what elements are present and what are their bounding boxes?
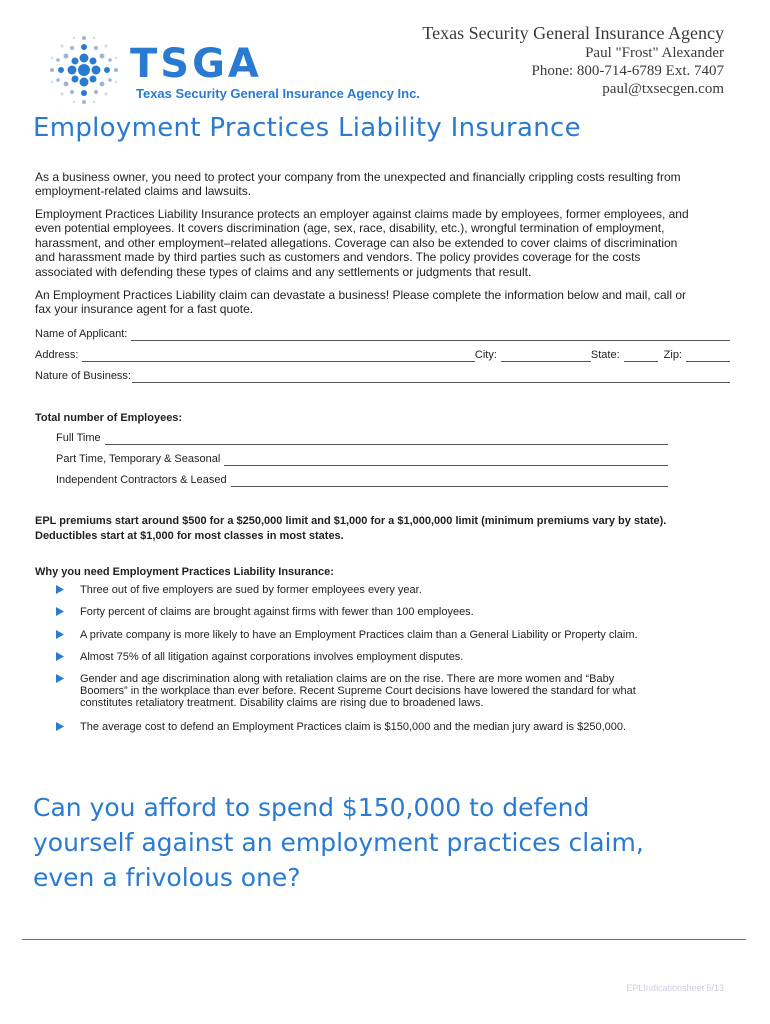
state-label: State:	[590, 349, 620, 361]
zip-label: Zip:	[663, 349, 682, 361]
logo-subtitle: Texas Security General Insurance Agency Inc.	[136, 86, 420, 101]
nature-of-business-field[interactable]	[35, 370, 730, 383]
deductibles-line: Deductibles start at $1,000 for most classes in most states.	[35, 530, 344, 542]
list-item	[56, 651, 656, 663]
applicant-name-field[interactable]	[35, 328, 730, 341]
list-item	[56, 721, 656, 733]
arrow-bullet-icon	[56, 584, 80, 596]
list-item	[56, 606, 656, 618]
list-item	[56, 629, 656, 641]
page-title: Employment Practices Liability Insurance	[33, 113, 581, 143]
list-item	[56, 584, 656, 596]
arrow-bullet-icon	[56, 721, 80, 733]
divider	[22, 939, 746, 940]
arrow-bullet-icon	[56, 606, 80, 618]
part-time-label: Part Time, Temporary & Seasonal	[56, 453, 221, 465]
arrow-bullet-icon	[56, 673, 80, 709]
agency-contact-block	[422, 22, 724, 98]
form-code: EPLIndicationsheet 5/13	[626, 983, 724, 993]
agent-email: paul@txsecgen.com	[602, 81, 724, 97]
state-line[interactable]	[624, 351, 658, 362]
nature-of-business-label: Nature of Business:	[35, 370, 131, 382]
bullet-text: Almost 75% of all litigation against corporations involves employment disputes.	[80, 651, 464, 663]
full-time-label: Full Time	[56, 432, 101, 444]
nature-of-business-line[interactable]	[132, 372, 730, 383]
logo-wordmark: TSGA	[130, 41, 262, 87]
full-time-field[interactable]	[56, 432, 668, 445]
address-label: Address:	[35, 349, 79, 361]
part-time-field[interactable]	[56, 453, 668, 466]
bullet-text: Three out of five employers are sued by former employees every year.	[80, 584, 422, 596]
address-line[interactable]	[82, 351, 474, 362]
agent-phone: Phone: 800-714-6789 Ext. 7407	[531, 63, 724, 79]
coverage-paragraph: Employment Practices Liability Insurance protects an employer against claims made by employees, former employees, and even potential employees. It covers discrimination (age, sex, race, disability, etc.), wrongful termination of employment, harassment, and other employment–related allegations. Coverage can also be extended to cover claims of discrimination and harassment made by third parties such as customers and vendors. The policy provides coverage for the costs associated with defending these types of claims and any settlements or judgments that result.	[35, 207, 689, 279]
applicant-name-line[interactable]	[131, 330, 730, 341]
premiums-note	[35, 514, 735, 544]
dot-globe-logo-icon	[44, 30, 124, 110]
employees-heading: Total number of Employees:	[35, 412, 183, 424]
agency-name: Texas Security General Insurance Agency	[422, 23, 724, 43]
zip-line[interactable]	[686, 351, 730, 362]
bullet-text: The average cost to defend an Employment Practices claim is $150,000 and the median jury award is $250,000.	[80, 721, 627, 733]
company-logo	[44, 30, 444, 110]
contractors-line[interactable]	[231, 476, 668, 487]
closing-question: Can you afford to spend $150,000 to defend yourself against an employment practices claim, even a frivolous one?	[33, 793, 644, 892]
part-time-line[interactable]	[224, 455, 668, 466]
arrow-bullet-icon	[56, 651, 80, 663]
contractors-label: Independent Contractors & Leased	[56, 474, 227, 486]
arrow-bullet-icon	[56, 629, 80, 641]
agent-name: Paul "Frost" Alexander	[585, 45, 724, 61]
bullet-text: A private company is more likely to have an Employment Practices claim than a General Liability or Property claim.	[80, 629, 638, 641]
address-row	[35, 349, 730, 362]
quote-request-paragraph: An Employment Practices Liability claim can devastate a business! Please complete the information below and mail, call or fax your insurance agent for a fast quote.	[35, 288, 686, 317]
bullet-text: Gender and age discrimination along with retaliation claims are on the rise. There are more women and “Baby Boomers” in the workplace than ever before. Recent Supreme Court decisions have lowered the standard for what constitutes retaliatory treatment. Disability claims are rising due to broadened laws.	[80, 673, 636, 709]
full-time-line[interactable]	[105, 434, 668, 445]
why-heading: Why you need Employment Practices Liability Insurance:	[35, 566, 334, 578]
city-line[interactable]	[501, 351, 591, 362]
applicant-name-label: Name of Applicant:	[35, 328, 128, 340]
city-label: City:	[474, 349, 497, 361]
bullet-text: Forty percent of claims are brought against firms with fewer than 100 employees.	[80, 606, 474, 618]
list-item	[56, 673, 656, 709]
intro-paragraph: As a business owner, you need to protect your company from the unexpected and financially crippling costs resulting from employment-related claims and lawsuits.	[35, 170, 681, 199]
contractors-field[interactable]	[56, 474, 668, 487]
premiums-line: EPL premiums start around $500 for a $250,000 limit and $1,000 for a $1,000,000 limit (minimum premiums vary by state).	[35, 515, 667, 527]
